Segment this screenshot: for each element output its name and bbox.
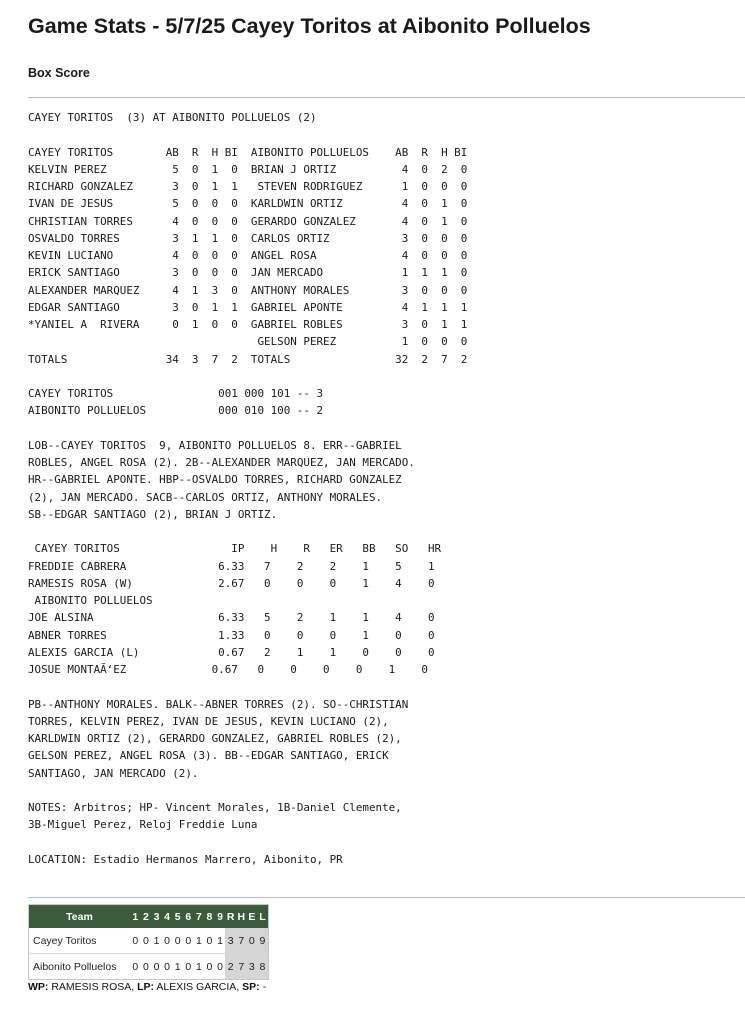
box-score-line: AIBONITO POLLUELOS xyxy=(28,594,153,607)
save-pitcher: - xyxy=(259,981,267,993)
linescore-total-cell: 2 xyxy=(225,954,236,980)
box-score-text xyxy=(28,109,467,868)
box-score-line: ROBLES, ANGEL ROSA (2). 2B--ALEXANDER MARQUEZ, JAN MERCADO. xyxy=(28,456,415,469)
linescore-header-lob: L xyxy=(257,905,268,929)
losing-pitcher: ALEXIS GARCIA, xyxy=(154,981,243,993)
box-score-line: PB--ANTHONY MORALES. BALK--ABNER TORRES (2). SO--CHRISTIAN xyxy=(28,697,409,711)
box-score-line: HR--GABRIEL APONTE. HBP--OSVALDO TORRES, RICHARD GONZALEZ xyxy=(28,473,402,487)
box-score-line: JOSUE MONTAÃ‘EZ 0.67 0 0 0 0 1 0 xyxy=(28,663,428,676)
blank-line xyxy=(28,368,467,385)
linescore-inning-cell: 0 xyxy=(162,928,173,954)
box-score-line: *YANIEL A RIVERA 0 1 0 0 GABRIEL ROBLES 3 0 1 1 xyxy=(28,318,468,331)
box-score-line: CAYEY TORITOS (3) AT AIBONITO POLLUELOS (2) xyxy=(28,111,317,124)
linescore-header-inning: 4 xyxy=(162,905,173,929)
box-score-line: NOTES: Arbitros; HP- Vincent Morales, 1B-Daniel Clemente, xyxy=(28,801,402,814)
blank-line xyxy=(28,678,467,695)
pitchers-of-record xyxy=(28,981,266,993)
linescore-header-inning: 2 xyxy=(141,905,152,929)
box-score-line: ALEXANDER MARQUEZ 4 1 3 0 ANTHONY MORALES 3 0 0 0 xyxy=(28,283,468,297)
linescore-header-inning: 8 xyxy=(204,905,215,929)
linescore-inning-cell: 1 xyxy=(194,928,205,954)
linescore-inning-cell: 0 xyxy=(204,928,215,954)
box-score-line: (2), JAN MERCADO. SACB--CARLOS ORTIZ, ANTHONY MORALES. xyxy=(28,490,383,504)
linescore-inning-cell: 0 xyxy=(153,960,160,973)
linescore-header-inning: 3 xyxy=(151,905,162,929)
linescore-inning-cell: 0 xyxy=(142,960,149,973)
linescore-header-inning: 7 xyxy=(194,905,205,929)
linescore-header-runs: R xyxy=(225,905,236,929)
box-score-line: LOB--CAYEY TORITOS 9, AIBONITO POLLUELOS 8. ERR--GABRIEL xyxy=(28,438,402,452)
box-score-line: IVAN DE JESUS 5 0 0 0 KARLDWIN ORTIZ 4 0 1 0 xyxy=(28,197,468,211)
sp-label: SP: xyxy=(242,981,260,993)
box-score-line: CAYEY TORITOS AB R H BI AIBONITO POLLUELOS AB R H BI xyxy=(28,145,468,159)
linescore-team-name: Cayey Toritos xyxy=(29,928,131,954)
box-score-line: ABNER TORRES 1.33 0 0 0 1 0 0 xyxy=(28,628,435,642)
box-score-line: CAYEY TORITOS 001 000 101 -- 3 xyxy=(28,387,324,400)
blank-line xyxy=(28,523,467,540)
divider xyxy=(28,897,745,898)
linescore-header-hits: H xyxy=(236,905,247,929)
linescore-inning-cell: 0 xyxy=(164,960,170,973)
linescore-header-team: Team xyxy=(29,905,131,929)
divider xyxy=(28,97,745,98)
box-score-line: FREDDIE CABRERA 6.33 7 2 2 1 5 1 xyxy=(28,559,435,573)
box-score-line: EDGAR SANTIAGO 3 0 1 1 GABRIEL APONTE 4 1 1 1 xyxy=(28,300,468,314)
linescore-header-inning: 1 xyxy=(130,905,141,929)
linescore-inning-cell: 0 xyxy=(185,960,192,973)
linescore-inning-cell: 1 xyxy=(195,960,202,973)
box-score-line: GELSON PEREZ, ANGEL ROSA (3). BB--EDGAR SANTIAGO, ERICK xyxy=(28,749,389,763)
box-score-line: 3B-Miguel Perez, Reloj Freddie Luna xyxy=(28,818,258,832)
box-score-line: ERICK SANTIAGO 3 0 0 0 JAN MERCADO 1 1 1 0 xyxy=(28,266,468,280)
linescore-inning-cell: 0 xyxy=(141,928,152,954)
linescore-total-cell: 0 xyxy=(247,928,258,954)
linescore-inning-cell: 0 xyxy=(172,928,183,954)
linescore-header-inning: 6 xyxy=(183,905,194,929)
linescore-header-inning: 9 xyxy=(215,905,226,929)
linescore-header-row xyxy=(29,905,269,929)
box-score-line: RICHARD GONZALEZ 3 0 1 1 STEVEN RODRIGUEZ 1 0 0 0 xyxy=(28,180,468,193)
linescore-table xyxy=(28,904,269,980)
blank-line xyxy=(28,834,467,851)
linescore-inning-cell: 0 xyxy=(217,960,223,973)
box-score-line: AIBONITO POLLUELOS 000 010 100 -- 2 xyxy=(28,404,324,418)
wp-label: WP: xyxy=(28,981,49,993)
box-score-line: KELVIN PEREZ 5 0 1 0 BRIAN J ORTIZ 4 0 2 0 xyxy=(28,162,468,176)
linescore-total-cell: 3 xyxy=(225,928,236,954)
box-score-line: OSVALDO TORRES 3 1 1 0 CARLOS ORTIZ 3 0 0 0 xyxy=(28,231,468,245)
lp-label: LP: xyxy=(137,981,155,993)
section-heading-box-score: Box Score xyxy=(28,66,90,80)
linescore-inning-cell: 0 xyxy=(206,960,213,973)
box-score-line: CAYEY TORITOS IP H R ER BB SO HR xyxy=(28,542,442,556)
linescore-team-name: Aibonito Polluelos xyxy=(33,960,117,973)
linescore-row xyxy=(29,928,269,954)
box-score-line: JOE ALSINA 6.33 5 2 1 1 4 0 xyxy=(28,611,435,625)
linescore-header-errors: E xyxy=(247,905,258,929)
linescore-total-cell: 3 xyxy=(247,954,258,980)
blank-line xyxy=(28,126,467,143)
linescore-inning-cell: 1 xyxy=(215,928,226,954)
linescore-total-cell: 7 xyxy=(236,928,247,954)
box-score-line: ALEXIS GARCIA (L) 0.67 2 1 1 0 0 0 xyxy=(28,645,435,659)
box-score-line: KEVIN LUCIANO 4 0 0 0 ANGEL ROSA 4 0 0 0 xyxy=(28,249,468,262)
blank-line xyxy=(28,782,467,799)
linescore-header-inning: 5 xyxy=(172,905,183,929)
linescore-inning-cell: 0 xyxy=(183,928,194,954)
box-score-line: KARLDWIN ORTIZ (2), GERARDO GONZALEZ, GABRIEL ROBLES (2), xyxy=(28,732,402,745)
box-score-line: SB--EDGAR SANTIAGO (2), BRIAN J ORTIZ. xyxy=(28,507,278,521)
linescore-row xyxy=(29,954,269,980)
box-score-line: TORRES, KELVIN PEREZ, IVAN DE JESUS, KEVIN LUCIANO (2), xyxy=(28,714,389,728)
linescore-inning-cell: 0 xyxy=(130,928,141,954)
box-score-line: LOCATION: Estadio Hermanos Marrero, Aibonito, PR xyxy=(28,852,343,866)
linescore-total-cell: 7 xyxy=(236,954,247,980)
box-score-line: GELSON PEREZ 1 0 0 0 xyxy=(28,335,468,349)
box-score-line: RAMESIS ROSA (W) 2.67 0 0 0 1 4 0 xyxy=(28,576,435,590)
linescore-total-cell: 9 xyxy=(257,928,268,954)
winning-pitcher: RAMESIS ROSA, xyxy=(48,981,138,993)
linescore-inning-cell: 1 xyxy=(174,960,181,973)
linescore-total-cell: 8 xyxy=(257,954,268,980)
box-score-line: SANTIAGO, JAN MERCADO (2). xyxy=(28,766,199,780)
linescore-inning-cell: 1 xyxy=(151,928,162,954)
box-score-line: CHRISTIAN TORRES 4 0 0 0 GERARDO GONZALEZ 4 0 1 0 xyxy=(28,214,468,228)
linescore-inning-cell: 0 xyxy=(132,960,139,973)
page-title: Game Stats - 5/7/25 Cayey Toritos at Aibonito Polluelos xyxy=(28,14,591,38)
box-score-line: TOTALS 34 3 7 2 TOTALS 32 2 7 2 xyxy=(28,352,468,366)
blank-line xyxy=(28,420,467,437)
